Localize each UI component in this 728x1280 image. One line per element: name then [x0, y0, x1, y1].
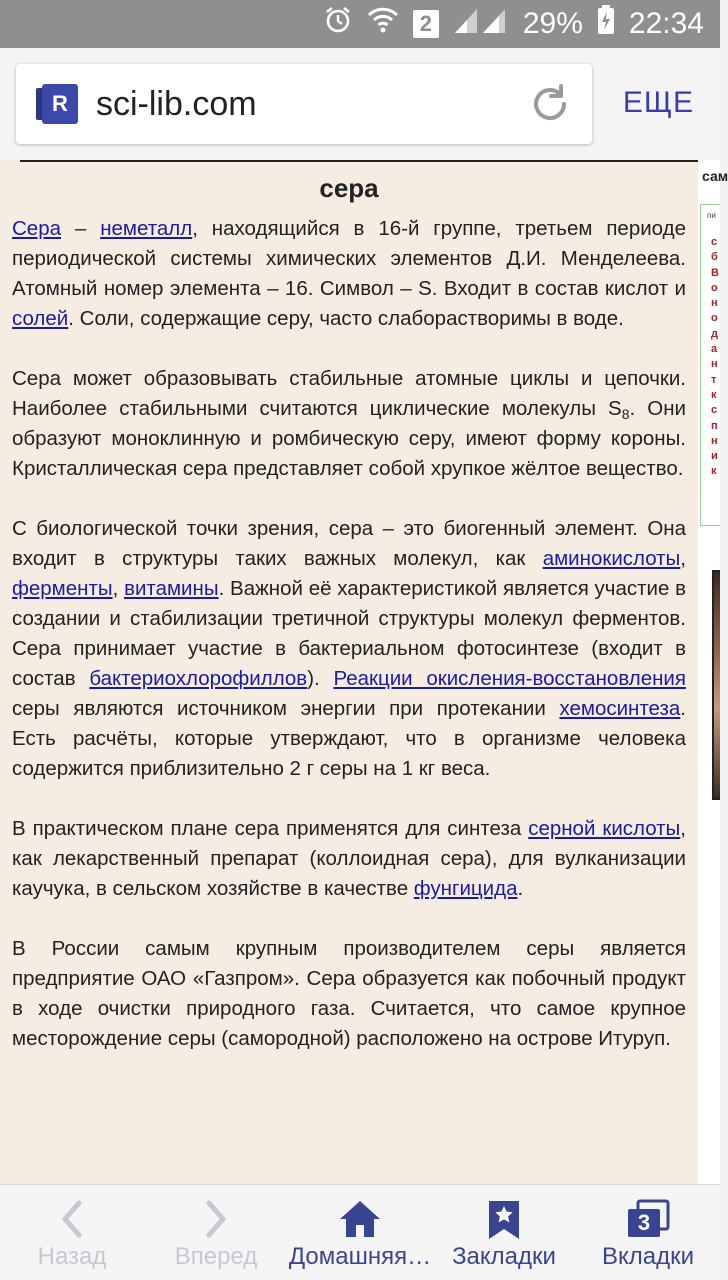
status-bar — [0, 0, 720, 48]
tabs-label: Вкладки — [601, 1243, 695, 1270]
subscript: 8 — [621, 406, 630, 422]
back-label: Назад — [37, 1243, 107, 1270]
link-hemosintez[interactable]: хемосинтеза — [559, 697, 681, 720]
link-fermenty[interactable]: ферменты — [12, 577, 113, 600]
bottom-navigation — [0, 1184, 720, 1280]
sidebar-widget[interactable] — [700, 204, 720, 526]
paragraph-2: Сера может образовывать стабильные атомные циклы и цепочки. Наиболее стабильными считаются циклические молекулы $S_8$. Они образуют моноклинную и ромбическую серу, имеют форму короны. Кристаллическая сера представляет собой хрупкое жёлтое вещество. — [12, 367, 687, 480]
battery-percent: 29% — [522, 7, 583, 40]
link-vitaminy[interactable]: витамины — [124, 577, 219, 600]
bookmark-icon — [486, 1199, 522, 1246]
link-nemetall[interactable]: неметалл — [100, 217, 193, 240]
page-content — [0, 160, 728, 1184]
site-favicon-icon: R — [42, 84, 78, 124]
forward-button[interactable] — [144, 1185, 288, 1280]
alarm-icon — [323, 5, 353, 43]
more-menu-button[interactable]: ЕЩЕ — [622, 86, 694, 119]
battery-icon — [597, 5, 615, 43]
sidebar-widget-text: сбВонодантксп ник — [711, 236, 719, 478]
home-button[interactable] — [288, 1185, 432, 1280]
link-sera[interactable]: Сера — [12, 217, 62, 240]
article — [0, 160, 698, 1184]
article-title: сера — [319, 173, 379, 203]
paragraph-5: В России самым крупным производителем серы является предприятие ОАО «Газпром». Сера образуется как побочный продукт в ходе очистки природного газа. Считается, что самое крупное месторождение серы (самородной) расположено на острове Итуруп. — [12, 937, 686, 1050]
tabs-count: 3 — [637, 1210, 651, 1235]
tabs-icon — [626, 1199, 670, 1239]
chevron-left-icon — [57, 1199, 87, 1244]
sidebar-title: сам — [702, 168, 728, 184]
url-text[interactable]: sci-lib.com — [96, 85, 257, 123]
paragraph-3: С биологической точки зрения, сера – это биогенный элемент. Она входит в структуры таких важных молекул, как аминокислоты, ферменты, витамины. Важной её характеристикой является участие в создании и стабилизации третичной структуры молекул ферментов. Сера принимает участие в бактериальном фотосинтезе (входит в состав бактериохлорофиллов). Реакции окисления-восстановления серы являются источником энергии при протекании хемосинтеза. Есть расчёты, которые утверждают, что в организме человека содержится приблизительно 2 г серы на 1 кг веса. — [12, 517, 686, 780]
browser-toolbar — [0, 48, 720, 160]
sidebar-widget-caption: пи — [707, 211, 716, 220]
link-fungicid[interactable]: фунгицида — [413, 877, 518, 900]
sidebar — [698, 160, 728, 1184]
sim-slot-icon: 2 — [413, 10, 439, 38]
link-reakcii[interactable]: Реакции окисления-восстановления — [333, 667, 686, 690]
link-soley[interactable]: солей — [12, 307, 69, 330]
home-label: Домашняя… — [288, 1243, 432, 1270]
divider — [20, 160, 698, 162]
link-sernoy-kisloty[interactable]: серной кислоты — [528, 817, 681, 840]
bookmarks-label: Закладки — [452, 1243, 556, 1270]
wifi-icon — [367, 5, 399, 43]
chevron-right-icon — [201, 1199, 231, 1244]
bookmarks-button[interactable] — [432, 1185, 576, 1280]
link-bakteriohlorofilly[interactable]: бактериохлорофиллов — [89, 667, 308, 690]
reload-icon[interactable] — [528, 82, 572, 126]
sidebar-photo[interactable] — [712, 570, 720, 800]
clock: 22:34 — [628, 7, 704, 40]
back-button[interactable] — [0, 1185, 144, 1280]
paragraph-4: В практическом плане сера применятся для синтеза серной кислоты, как лекарственный препарат (коллоидная сера), для вулканизации каучука, в сельском хозяйстве в качестве фунгицида. — [12, 817, 686, 900]
forward-label: Вперед — [174, 1243, 258, 1270]
signal-icon — [453, 5, 509, 43]
link-aminokisloty[interactable]: аминокислоты — [542, 547, 681, 570]
tabs-button[interactable] — [576, 1185, 720, 1280]
address-bar[interactable] — [16, 64, 592, 144]
paragraph-1: Сера – неметалл, находящийся в 16-й группе, третьем периоде периодической системы химических элементов Д.И. Менделеева. Атомный номер элемента – 16. Символ – S. Входит в состав кислот и солей. Соли, содержащие серу, часто слаборастворимы в воде. — [12, 217, 686, 330]
home-icon — [338, 1199, 382, 1244]
